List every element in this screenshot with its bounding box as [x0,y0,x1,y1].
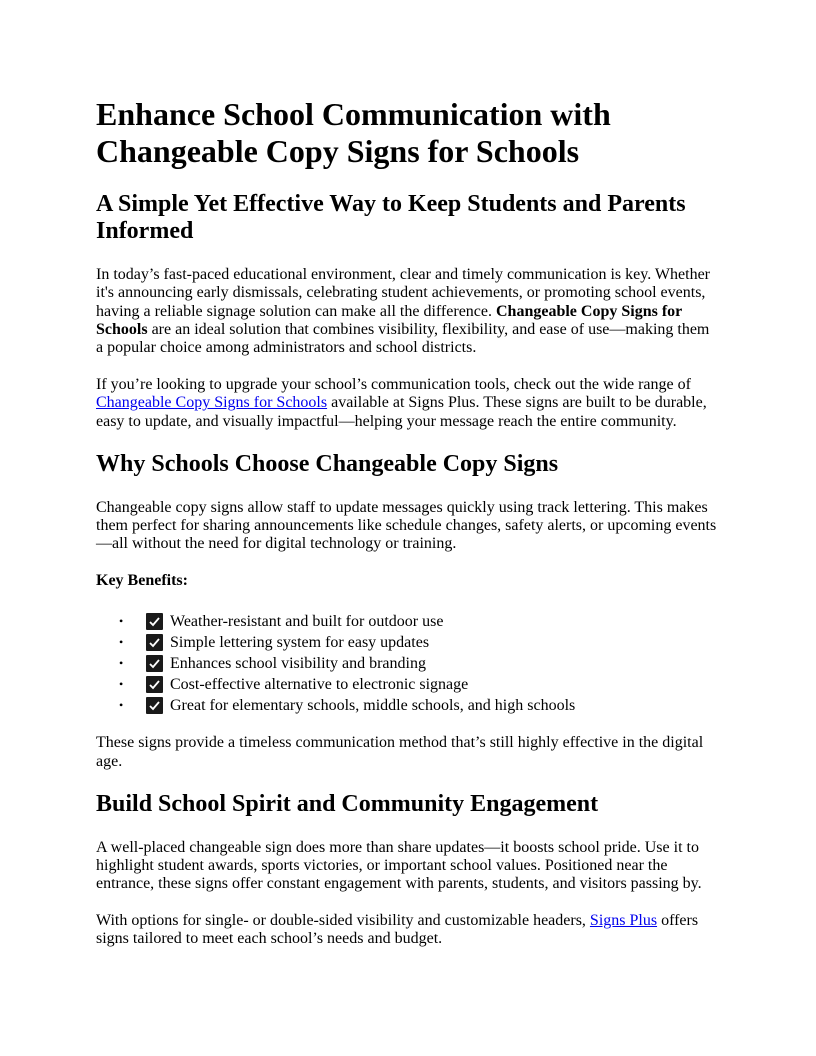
bullet-icon: • [119,656,124,671]
list-item [96,695,720,716]
checkmark-icon [146,697,163,714]
spirit-heading: Build School Spirit and Community Engagement [96,791,599,818]
benefit-text: Great for elementary schools, middle schools, and high schools [170,697,576,715]
intro-paragraph-2 [96,376,720,431]
checkmark-icon [146,655,163,672]
bullet-icon: • [119,635,124,650]
checkmark-icon [146,634,163,651]
list-item [96,674,720,695]
intro-paragraph-1 [96,266,720,358]
intro-text: In today’s fast-paced educational environment, clear and timely communication is key. Whether it's announcing early dismissals, celebrating student achievements, or promoting school events, having a reliable signage solution can make all the difference. [96,265,711,320]
bullet-icon: • [119,677,124,692]
document-page [96,96,720,967]
changeable-copy-signs-link[interactable]: Changeable Copy Signs for Schools [96,394,328,412]
intro-bold-text: Changeable Copy Signs for Schools [96,302,682,338]
benefit-text: Cost-effective alternative to electronic signage [170,676,469,694]
spirit2-text-end: offers signs tailored to meet each school’s needs and budget. [96,911,699,948]
list-item [96,653,720,674]
benefits-list [96,611,720,716]
intro2-text: If you’re looking to upgrade your school’s communication tools, check out the wide range of [96,375,691,393]
spirit-paragraph-2 [96,912,720,949]
list-item [96,632,720,653]
subtitle: A Simple Yet Effective Way to Keep Students and Parents Informed [96,190,686,245]
spirit-paragraph-1: A well-placed changeable sign does more than share updates—it boosts school pride. Use it to highlight student awards, sports victories, or important school values. Positioned near the entrance, these signs offer constant engagement with parents, students, and visitors passing by. [96,838,702,893]
bullet-icon: • [119,698,124,713]
benefit-text: Simple lettering system for easy updates [170,634,430,652]
why-heading: Why Schools Choose Changeable Copy Signs [96,451,559,478]
checkmark-icon [146,613,163,630]
page-title: Enhance School Communication with Changeable Copy Signs for Schools [96,96,611,169]
intro2-text-end: available at Signs Plus. These signs are built to be durable, easy to update, and visually impactful—helping your message reach the entire community. [96,394,707,430]
list-item [96,611,720,632]
spirit2-text: With options for single- or double-sided visibility and customizable headers, [96,911,590,929]
checkmark-icon [146,676,163,693]
key-benefits-heading: Key Benefits: [96,571,188,589]
benefit-text: Enhances school visibility and branding [170,655,426,673]
signs-plus-link[interactable]: Signs Plus [589,911,658,929]
bullet-icon: • [119,614,124,629]
why-paragraph: Changeable copy signs allow staff to update messages quickly using track lettering. This makes them perfect for sharing announcements like schedule changes, safety alerts, or upcoming events—all without the need for digital technology or training. [96,498,717,553]
why-closing-paragraph: These signs provide a timeless communication method that’s still highly effective in the digital age. [96,734,704,770]
benefit-text: Weather-resistant and built for outdoor use [170,613,444,631]
intro-text-end: are an ideal solution that combines visibility, flexibility, and ease of use—making them a popular choice among administrators and school districts. [96,321,710,357]
